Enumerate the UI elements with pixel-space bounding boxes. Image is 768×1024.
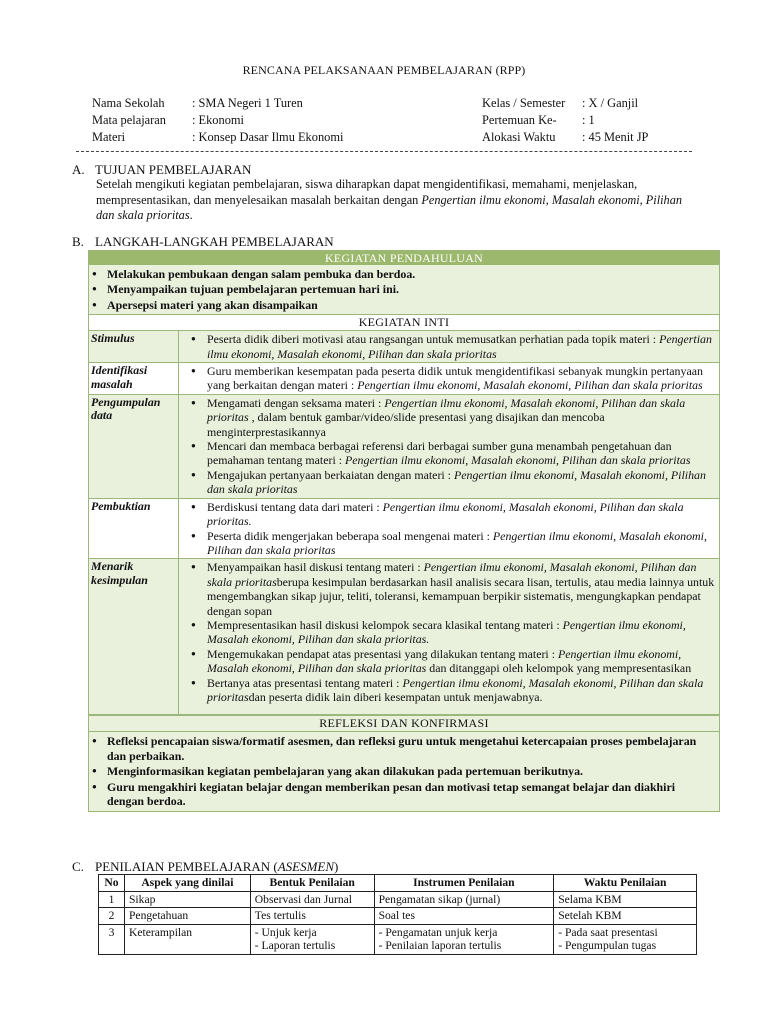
cell-no: 1 bbox=[99, 891, 125, 908]
cell-waktu bbox=[554, 924, 697, 954]
step-label: Pengumpulan data bbox=[89, 395, 179, 498]
identity-row bbox=[482, 112, 648, 129]
item-text: Menyampaikan hasil diskusi tentang materi : bbox=[207, 560, 424, 575]
cell-line: - Unjuk kerja bbox=[254, 925, 317, 939]
langkah-table bbox=[88, 250, 720, 812]
item-text: Peserta didik diberi motivasi atau rangsangan untuk memusatkan perhatian pada topik materi : bbox=[207, 332, 660, 347]
item-topics: Pengertian ilmu ekonomi, Masalah ekonomi, Pilihan dan skala prioritas bbox=[207, 528, 707, 557]
item-text: Bertanya atas presentasi tentang materi : bbox=[207, 675, 403, 690]
identity-value: : X / Ganjil bbox=[582, 96, 639, 110]
step-content bbox=[179, 499, 719, 559]
item-topics: Pengertian ilmu ekonomi, Masalah ekonomi, Pilihan dan skala prioritas bbox=[207, 675, 704, 704]
list-item bbox=[207, 676, 715, 705]
step-label: Pembuktian bbox=[89, 499, 179, 559]
table-row bbox=[89, 363, 719, 395]
step-content bbox=[179, 559, 719, 714]
identity-label: Mata pelajaran bbox=[92, 113, 166, 127]
table-row bbox=[99, 908, 697, 925]
list-item: ● Refleksi pencapaian siswa/formatif asesmen, dan refleksi guru untuk mengetahui ketercapaian proses pembelajaran dan perbaikan. bbox=[107, 734, 713, 763]
item-topics: Pengertian ilmu ekonomi, Masalah ekonomi, Pilihan dan skala prioritas bbox=[207, 395, 686, 425]
cell-line: - Pengumpulan tugas bbox=[558, 939, 657, 952]
list-item bbox=[207, 332, 715, 361]
tujuan-end: . bbox=[189, 208, 193, 222]
column-header: Aspek yang dinilai bbox=[124, 875, 250, 892]
item-topics: Pengertian ilmu ekonomi, Masalah ekonomi, Pilihan dan skala prioritas. bbox=[207, 499, 684, 529]
section-title-italic: ASESMEN bbox=[277, 859, 335, 874]
cell-instrumen bbox=[374, 924, 554, 954]
item-topics: Pengertian ilmu ekonomi, Masalah ekonomi, Pilihan dan skala prioritas bbox=[207, 467, 706, 497]
refleksi-body bbox=[89, 732, 719, 811]
cell-line: Selama KBM bbox=[558, 892, 622, 906]
list-item: ● Menyampaikan tujuan pembelajaran pertemuan hari ini. bbox=[107, 282, 713, 296]
list-item bbox=[207, 364, 715, 393]
item-topics: Pengertian ilmu ekonomi, Masalah ekonomi, Pilihan dan skala prioritas. bbox=[207, 617, 686, 647]
identity-value: : Konsep Dasar Ilmu Ekonomi bbox=[192, 130, 344, 144]
list-item bbox=[207, 500, 715, 529]
item-topics: Pengertian ilmu ekonomi, Masalah ekonomi, Pilihan dan skala prioritas bbox=[357, 378, 703, 393]
refleksi-header: REFLEKSI DAN KONFIRMASI bbox=[89, 715, 719, 732]
section-b-heading bbox=[72, 234, 334, 250]
step-label: Identifikasi masalah bbox=[89, 363, 179, 394]
list-item bbox=[207, 647, 715, 676]
table-row bbox=[89, 559, 719, 715]
table-header-row bbox=[99, 875, 697, 892]
dashed-divider bbox=[76, 151, 692, 152]
step-content bbox=[179, 331, 719, 362]
list-item bbox=[207, 560, 715, 618]
document-title: RENCANA PELAKSANAAN PEMBELAJARAN (RPP) bbox=[242, 63, 526, 77]
item-text: Mengajukan pertanyaan berkaiatan dengan materi : bbox=[207, 467, 454, 482]
identity-left bbox=[92, 95, 343, 146]
tujuan-text: Setelah mengikuti kegiatan pembelajaran, siswa diharapkan dapat mengidentifikasi, memahami, menjelaskan, mempresentasikan, dan menyelesaikan masalah berkaitan dengan bbox=[96, 177, 638, 207]
table-row bbox=[99, 891, 697, 908]
list-item bbox=[207, 439, 715, 468]
identity-right bbox=[482, 95, 648, 146]
table-row bbox=[99, 924, 697, 954]
cell-line: Tes tertulis bbox=[254, 909, 306, 922]
list-item bbox=[207, 468, 715, 497]
item-text: Mempresentasikan hasil diskusi kelompok secara klasikal tentang materi : bbox=[207, 617, 563, 632]
table-row bbox=[89, 331, 719, 363]
table-row bbox=[89, 499, 719, 560]
item-topics: Pengertian ilmu ekonomi, Masalah ekonomi, Pilihan dan skala prioritas bbox=[345, 453, 691, 468]
identity-value: : 45 Menit JP bbox=[582, 130, 649, 144]
list-item: ● Apersepsi materi yang akan disampaikan bbox=[107, 298, 713, 312]
item-text: Mencari dan membaca berbagai referensi dari berbagai sumber guna menambah pengetahuan dan pemahaman tentang materi : bbox=[207, 439, 672, 468]
cell-bentuk bbox=[250, 891, 374, 908]
section-title: LANGKAH-LANGKAH PEMBELAJARAN bbox=[95, 234, 334, 249]
cell-line: Soal tes bbox=[378, 909, 415, 922]
identity-row bbox=[482, 95, 648, 112]
section-letter: C. bbox=[72, 859, 84, 874]
item-tail: dan ditanggapi oleh kelompok yang mempresentasikan bbox=[426, 661, 692, 676]
cell-line: - Pada saat presentasi bbox=[558, 925, 658, 939]
list-item: ● Melakukan pembukaan dengan salam pembuka dan berdoa. bbox=[107, 267, 713, 281]
cell-aspek: Pengetahuan bbox=[124, 908, 250, 925]
section-title-end: ) bbox=[334, 859, 339, 874]
step-label: Stimulus bbox=[89, 331, 179, 362]
section-title: PENILAIAN PEMBELAJARAN ( bbox=[95, 859, 278, 874]
column-header: Bentuk Penilaian bbox=[250, 875, 374, 892]
cell-instrumen bbox=[374, 891, 554, 908]
tujuan-topics: Pengertian ilmu ekonomi, Masalah ekonomi, Pilihan dan skala prioritas bbox=[96, 192, 682, 222]
pendahuluan-header: KEGIATAN PENDAHULUAN bbox=[89, 251, 719, 265]
section-letter: B. bbox=[72, 234, 84, 249]
list-item bbox=[207, 618, 715, 647]
cell-no: 2 bbox=[99, 908, 125, 925]
column-header: No bbox=[99, 875, 125, 892]
item-text: Guru memberikan kesempatan pada peserta didik untuk mengidentifikasi sebanyak mungkin pertanyaan yang berkaitan dengan materi : bbox=[207, 364, 703, 393]
section-letter: A. bbox=[72, 162, 85, 177]
identity-label: Kelas / Semester bbox=[482, 96, 566, 110]
list-item: ● Guru mengakhiri kegiatan belajar dengan memberikan pesan dan motivasi tetap semangat belajar dan diakhiri dengan berdoa. bbox=[107, 780, 713, 809]
item-text: Mengemukakan pendapat atas presentasi yang dilakukan tentang materi : bbox=[207, 646, 558, 661]
cell-bentuk bbox=[250, 908, 374, 925]
cell-line: Observasi dan Jurnal bbox=[254, 892, 353, 906]
identity-value: : 1 bbox=[582, 113, 595, 127]
identity-row bbox=[92, 95, 343, 112]
tujuan-paragraph bbox=[96, 177, 700, 224]
identity-row bbox=[92, 129, 343, 146]
identity-label: Nama Sekolah bbox=[92, 96, 165, 110]
list-item bbox=[207, 396, 715, 439]
cell-line: Setelah KBM bbox=[558, 909, 622, 922]
identity-label: Pertemuan Ke- bbox=[482, 113, 557, 127]
cell-bentuk bbox=[250, 924, 374, 954]
list-item: ● Menginformasikan kegiatan pembelajaran yang akan dilakukan pada pertemuan berikutnya. bbox=[107, 764, 713, 778]
assessment-table bbox=[98, 874, 697, 955]
cell-line: - Laporan tertulis bbox=[254, 939, 336, 952]
cell-line: - Pengamatan unjuk kerja bbox=[378, 925, 498, 939]
identity-label: Materi bbox=[92, 130, 126, 144]
column-header: Waktu Penilaian bbox=[554, 875, 697, 892]
item-tail: , dalam bentuk gambar/video/slide presentasi yang disajikan dan mencoba menginterprestasikannya bbox=[207, 410, 605, 439]
section-c-heading bbox=[72, 859, 338, 875]
column-header: Instrumen Penilaian bbox=[374, 875, 554, 892]
identity-row bbox=[92, 112, 343, 129]
item-topics: Pengertian ilmu ekonomi, Masalah ekonomi, Pilihan dan skala prioritas bbox=[207, 646, 682, 676]
identity-value: : Ekonomi bbox=[192, 113, 244, 127]
identity-value: : SMA Negeri 1 Turen bbox=[192, 96, 303, 110]
cell-no: 3 bbox=[99, 924, 125, 954]
item-topics: Pengertian ilmu ekonomi, Masalah ekonomi, Pilihan dan skala prioritas bbox=[207, 332, 712, 361]
cell-waktu bbox=[554, 908, 697, 925]
cell-line: - Penilaian laporan tertulis bbox=[378, 939, 502, 952]
item-topics: Pengertian ilmu ekonomi, Masalah ekonomi, Pilihan dan skala prioritas bbox=[207, 560, 697, 589]
cell-aspek: Keterampilan bbox=[124, 924, 250, 954]
cell-instrumen bbox=[374, 908, 554, 925]
inti-header: KEGIATAN INTI bbox=[89, 314, 719, 331]
section-a-heading bbox=[72, 162, 251, 178]
cell-line: Pengamatan sikap (jurnal) bbox=[378, 892, 501, 906]
step-label: Menarik kesimpulan bbox=[89, 559, 179, 714]
list-item bbox=[207, 529, 715, 558]
identity-label: Alokasi Waktu bbox=[482, 130, 556, 144]
item-text: Berdiskusi tentang data dari materi : bbox=[207, 499, 383, 514]
table-row bbox=[89, 395, 719, 499]
step-content bbox=[179, 395, 719, 498]
item-tail: berupa kesimpulan berdasarkan hasil analisis secara lisan, tertulis, atau media lainnya untuk mengembangkan sikap jujur, teliti, toleransi, kemampuan berpikir sistematis, mengungkapkan pendapat dengan sopan bbox=[207, 574, 715, 618]
item-text: Mengamati dengan seksama materi : bbox=[207, 395, 385, 410]
section-title: TUJUAN PEMBELAJARAN bbox=[95, 162, 252, 177]
item-text: Peserta didik mengerjakan beberapa soal mengenai materi : bbox=[207, 528, 493, 543]
pendahuluan-body bbox=[89, 265, 719, 314]
step-content bbox=[179, 363, 719, 394]
cell-waktu bbox=[554, 891, 697, 908]
cell-aspek: Sikap bbox=[124, 891, 250, 908]
item-tail: dan peserta didik lain diberi kesempatan untuk menjawabnya. bbox=[248, 689, 543, 704]
identity-row bbox=[482, 129, 648, 146]
